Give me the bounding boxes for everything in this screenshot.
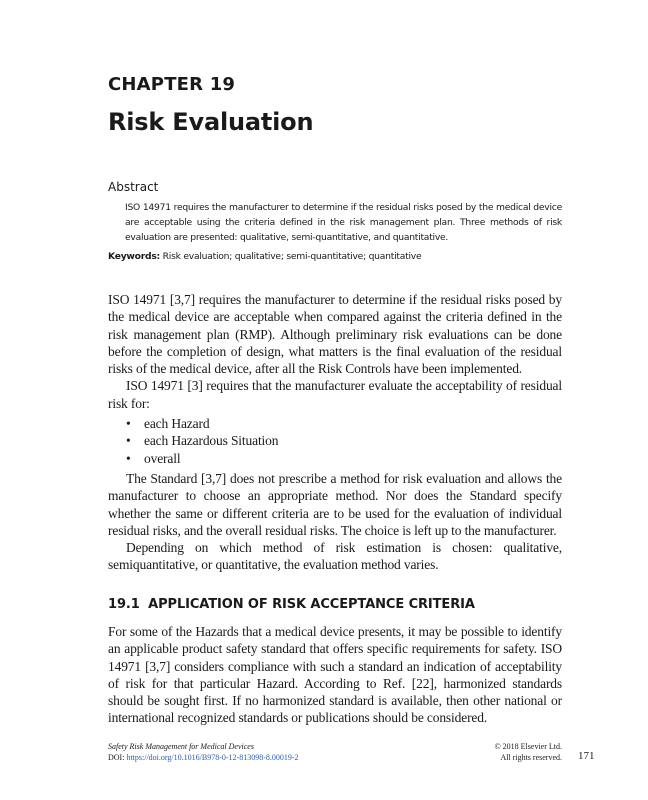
abstract-heading: Abstract [108, 180, 159, 194]
keywords [108, 249, 568, 264]
doi-link[interactable]: https://doi.org/10.1016/B978-0-12-813098-8.00019-2 [126, 753, 299, 762]
bullet-list [108, 415, 562, 467]
section-body-text [108, 623, 562, 727]
keywords-label: Keywords: [108, 251, 160, 262]
section-number: 19.1 [108, 597, 140, 612]
keywords-list: Risk evaluation; qualitative; semi-quantitative; quantitative [162, 251, 422, 262]
paragraph: Depending on which method of risk estimation is chosen: qualitative, semiquantitative, or quantitative, the evaluation method varies. [108, 540, 562, 573]
chapter-label: CHAPTER 19 [108, 74, 236, 95]
body-text [108, 291, 562, 574]
list-item-text: each Hazard [144, 416, 210, 432]
list-item-text: each Hazardous Situation [144, 433, 279, 449]
abstract-text: ISO 14971 requires the manufacturer to determine if the residual risks posed by the medical device are acceptable using the criteria defined in the risk management plan. Three methods of risk evaluation are presented: qualitative, semi-quantitative, and quantitative. [125, 202, 562, 243]
list-item [108, 432, 562, 449]
list-item [108, 450, 562, 467]
paragraph: For some of the Hazards that a medical device presents, it may be possible to identify an applicable product safety standard that offers specific requirements for safety. ISO 14971 [3,7] considers compliance with such a standard an indication of acceptability of risk for that particular Hazard. According to Ref. [22], harmonized standards should be sought first. If no harmonized standard is available, then other national or international recognized standards or publications should be considered. [108, 624, 562, 726]
copyright-text: © 2018 Elsevier Ltd. [494, 742, 562, 751]
doi-label: DOI: [108, 753, 125, 762]
footer-copyright [478, 741, 562, 763]
section-heading [108, 597, 475, 612]
paragraph: The Standard [3,7] does not prescribe a method for risk evaluation and allows the manufacturer to choose an appropriate method. Nor does the Standard specify whether the same or different criteria are to be used for the evaluation of individual residual risks, and the overall residual risks. The choice is left up to the manufacturer. [108, 470, 562, 538]
bullet-icon: • [126, 416, 131, 432]
book-title: Safety Risk Management for Medical Devices [108, 742, 254, 751]
page-number: 171 [578, 750, 595, 762]
bullet-icon: • [126, 450, 131, 466]
section-title: APPLICATION OF RISK ACCEPTANCE CRITERIA [148, 597, 475, 612]
paragraph: ISO 14971 [3,7] requires the manufacturer to determine if the residual risks posed by the medical device are acceptable when compared against the criteria defined in the risk management plan (RMP). Although preliminary risk evaluations can be done before the completion of design, what matters is the final evaluation of the residual risks of the medical device, after all the Risk Controls have been implemented. [108, 292, 562, 377]
list-item [108, 415, 562, 432]
rights-text: All rights reserved. [500, 753, 562, 762]
footer-citation [108, 741, 299, 763]
bullet-icon: • [126, 433, 131, 449]
chapter-title: Risk Evaluation [108, 108, 314, 136]
paragraph: ISO 14971 [3] requires that the manufacturer evaluate the acceptability of residual risk for: [108, 378, 562, 411]
list-item-text: overall [144, 450, 181, 466]
